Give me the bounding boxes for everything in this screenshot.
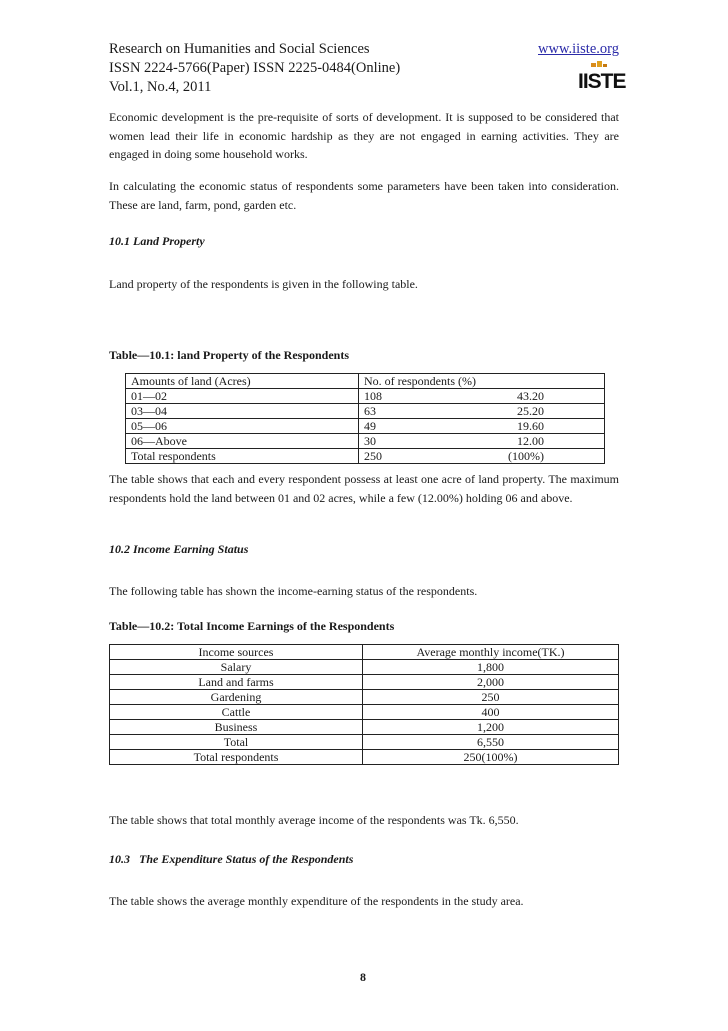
income-table-caption: Table—10.2: Total Income Earnings of the Respondents bbox=[109, 619, 395, 633]
respondent-count-cell: 250 bbox=[359, 449, 430, 464]
income-intro-text: The following table has shown the income-earning status of the respondents. bbox=[109, 584, 478, 598]
income-source-cell: Salary bbox=[110, 660, 363, 675]
land-intro-text: Land property of the respondents is given in the following table. bbox=[109, 277, 418, 291]
journal-url-link[interactable]: www.iiste.org bbox=[538, 41, 619, 57]
table-row bbox=[110, 675, 619, 690]
land-property-table bbox=[125, 373, 605, 464]
table-header-cell: No. of respondents (%) bbox=[359, 374, 605, 389]
table-row bbox=[110, 690, 619, 705]
issn-line: ISSN 2224-5766(Paper) ISSN 2225-0484(Online) bbox=[109, 60, 401, 76]
table-row bbox=[126, 419, 605, 434]
income-value-cell: 250(100%) bbox=[363, 750, 619, 765]
income-source-cell: Cattle bbox=[110, 705, 363, 720]
income-source-cell: Gardening bbox=[110, 690, 363, 705]
table-row bbox=[110, 660, 619, 675]
table-row bbox=[110, 705, 619, 720]
income-value-cell: 2,000 bbox=[363, 675, 619, 690]
section-heading-land: 10.1 Land Property bbox=[109, 234, 205, 248]
land-summary-text: The table shows that each and every respondent possess at least one acre of land property. The maximum respondents hold the land between 01 and 02 acres, while a few (12.00%) holding 06 and above. bbox=[109, 472, 619, 505]
respondent-count-cell: 49 bbox=[359, 419, 430, 434]
table-header-cell: Amounts of land (Acres) bbox=[126, 374, 359, 389]
land-table-caption: Table—10.1: land Property of the Respondents bbox=[109, 348, 350, 362]
income-value-cell: 250 bbox=[363, 690, 619, 705]
land-range-cell: 06—Above bbox=[126, 434, 359, 449]
table-header-cell: Income sources bbox=[110, 645, 363, 660]
volume-line: Vol.1, No.4, 2011 bbox=[109, 79, 212, 95]
respondent-count-cell: 63 bbox=[359, 404, 430, 419]
income-source-cell: Total respondents bbox=[110, 750, 363, 765]
respondent-pct-cell: 43.20 bbox=[429, 389, 605, 404]
page-number: 8 bbox=[360, 970, 366, 984]
table-row bbox=[126, 434, 605, 449]
intro-paragraph-1: Economic development is the pre-requisite of sorts of development. It is supposed to be considered that women lead their life in economic hardship as they are not engaged in earning activities. They are engaged in doing some household works. bbox=[109, 110, 619, 161]
table-row bbox=[110, 750, 619, 765]
income-source-cell: Business bbox=[110, 720, 363, 735]
respondent-pct-cell: 12.00 bbox=[429, 434, 605, 449]
respondent-count-cell: 108 bbox=[359, 389, 430, 404]
section-heading-income: 10.2 Income Earning Status bbox=[109, 542, 249, 556]
income-summary-text: The table shows that total monthly average income of the respondents was Tk. 6,550. bbox=[109, 813, 519, 827]
respondent-count-cell: 30 bbox=[359, 434, 430, 449]
respondent-pct-cell: 25.20 bbox=[429, 404, 605, 419]
journal-title: Research on Humanities and Social Sciences bbox=[109, 41, 370, 57]
respondent-pct-cell: 19.60 bbox=[429, 419, 605, 434]
expenditure-intro-text: The table shows the average monthly expenditure of the respondents in the study area. bbox=[109, 894, 524, 908]
land-range-cell: 03—04 bbox=[126, 404, 359, 419]
income-value-cell: 400 bbox=[363, 705, 619, 720]
intro-paragraph-2: In calculating the economic status of respondents some parameters have been taken into consideration. These are land, farm, pond, garden etc. bbox=[109, 179, 619, 212]
income-value-cell: 1,200 bbox=[363, 720, 619, 735]
income-source-cell: Total bbox=[110, 735, 363, 750]
income-earnings-table bbox=[109, 644, 619, 765]
iiste-logo bbox=[578, 60, 626, 96]
table-header-row bbox=[110, 645, 619, 660]
logo-text: IISTE bbox=[578, 70, 626, 93]
land-range-cell: Total respondents bbox=[126, 449, 359, 464]
table-row bbox=[110, 735, 619, 750]
income-source-cell: Land and farms bbox=[110, 675, 363, 690]
table-row bbox=[110, 720, 619, 735]
section-heading-expenditure: 10.3 The Expenditure Status of the Respondents bbox=[109, 852, 354, 866]
table-row bbox=[126, 449, 605, 464]
table-header-row bbox=[126, 374, 605, 389]
income-value-cell: 1,800 bbox=[363, 660, 619, 675]
income-value-cell: 6,550 bbox=[363, 735, 619, 750]
land-range-cell: 01—02 bbox=[126, 389, 359, 404]
table-header-cell: Average monthly income(TK.) bbox=[363, 645, 619, 660]
land-range-cell: 05—06 bbox=[126, 419, 359, 434]
table-row bbox=[126, 389, 605, 404]
respondent-pct-cell: (100%) bbox=[429, 449, 605, 464]
table-row bbox=[126, 404, 605, 419]
